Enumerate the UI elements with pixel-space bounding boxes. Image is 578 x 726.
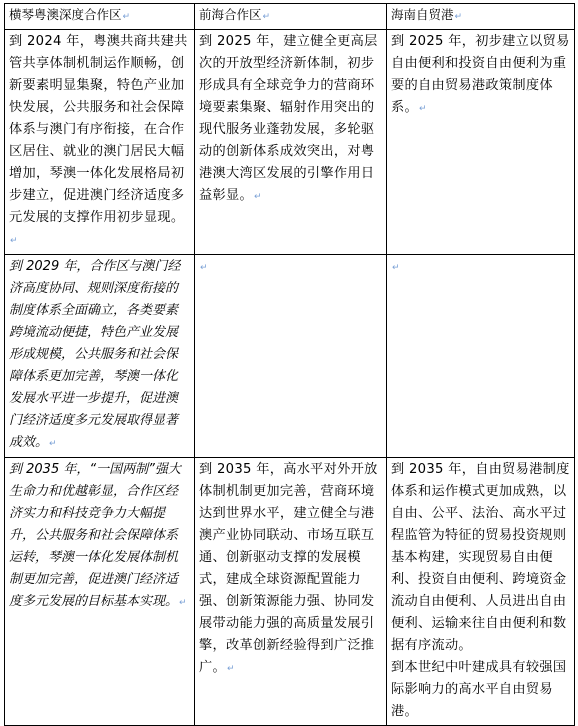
table-cell (5, 458, 195, 726)
cell-end-mark-icon: ↵ (226, 664, 235, 674)
cell-end-mark-icon: ↵ (262, 12, 271, 22)
table-header-row (5, 4, 575, 30)
table-cell (5, 30, 195, 255)
header-qianhai-text: 前海合作区 (199, 7, 262, 22)
comparison-table (4, 3, 575, 726)
header-qianhai (195, 4, 387, 30)
cell-end-mark-icon: ↵ (392, 263, 400, 273)
table-cell (387, 458, 575, 726)
cell-end-mark-icon: ↵ (179, 598, 187, 608)
table-cell (5, 255, 195, 458)
table-row (5, 30, 575, 255)
document-page (4, 3, 574, 726)
cell-end-mark-icon: ↵ (122, 12, 131, 22)
cell-text: 到 2025 年，初步建立以贸易自由便利和投资自由便利为重要的自由贸易港政策制度体系。 (391, 34, 570, 115)
cell-end-mark-icon: ↵ (49, 439, 57, 449)
table-cell (387, 255, 575, 458)
cell-text: 到 2024 年，粤澳共商共建共管共享体制机制运作顺畅，创新要素明显集聚，特色产业加快发展，公共服务和社会保障体系与澳门有序衔接，在合作区居住、就业的澳门居民大幅增加，琴澳一体化发展格局初步建立，促进澳门经济适度多元发展的支撑作用初步显现。 (9, 34, 188, 225)
table-cell (195, 458, 387, 726)
cell-text: 到 2029 年，合作区与澳门经济高度协同、规则深度衔接的制度体系全面确立，各类要素跨境流动便捷，特色产业发展形成规模，公共服务和社会保障体系更加完善，琴澳一体化发展水平进一步提升，促进澳门经济适度多元发展取得显著成效。 (9, 259, 181, 450)
cell-text: 到 2025 年，建立健全更高层次的开放型经济新体制，初步形成具有全球竞争力的营商环境要素集聚、辐射作用突出的现代服务业蓬勃发展，多轮驱动的创新体系成效突出，对粤港澳大湾区发展的引擎作用日益彰显。 (199, 34, 378, 203)
table-cell (195, 255, 387, 458)
cell-paragraph: 到本世纪中叶建成具有较强国际影响力的高水平自由贸易港。 (391, 660, 567, 719)
header-hengqin-text: 横琴粤澳深度合作区 (9, 7, 122, 22)
header-hainan (387, 4, 575, 30)
cell-end-mark-icon: ↵ (10, 236, 18, 246)
cell-end-mark-icon: ↵ (418, 104, 427, 114)
cell-end-mark-icon: ↵ (253, 192, 262, 202)
cell-text: 到 2035 年，“一国两制”强大生命力和优越彰显，合作区经济实力和科技竞争力大幅提升，公共服务和社会保障体系运转，琴澳一体化发展体制机制更加完善，促进澳门经济适度多元发展的目标基本实现。 (9, 462, 181, 609)
table-cell (195, 30, 387, 255)
cell-end-mark-icon: ↵ (454, 12, 463, 22)
table-row (5, 255, 575, 458)
cell-paragraph: 到 2035 年，自由贸易港制度体系和运作模式更加成熟，以自由、公平、法治、高水平过程监管为特征的贸易投资规则基本构建，实现贸易自由便利、投资自由便利、跨境资金流动自由便利、人员进出自由便利、运输来往自由便利和数据有序流动。 (391, 462, 570, 653)
table-cell (387, 30, 575, 255)
cell-text: 到 2035 年，高水平对外开放体制机制更加完善，营商环境达到世界水平，建立健全与港澳产业协同联动、市场互联互通、创新驱动支撑的发展模式，建成全球资源配置能力强、创新策源能力强、协同发展带动能力强的高质量发展引擎，改革创新经验得到广泛推广。 (199, 462, 378, 675)
cell-end-mark-icon: ↵ (200, 263, 208, 273)
table-row (5, 458, 575, 726)
header-hainan-text: 海南自贸港 (391, 7, 454, 22)
header-hengqin (5, 4, 195, 30)
